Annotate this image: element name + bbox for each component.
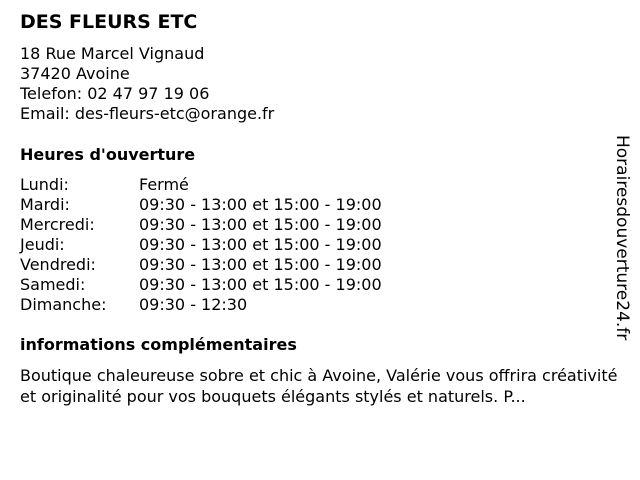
hours-row bbox=[20, 275, 440, 295]
email-address: Email: des-fleurs-etc@orange.fr bbox=[20, 104, 275, 123]
city-postcode: 37420 Avoine bbox=[20, 64, 130, 83]
day-hours: 09:30 - 13:00 et 15:00 - 19:00 bbox=[139, 215, 382, 234]
phone-number: Telefon: 02 47 97 19 06 bbox=[20, 84, 210, 103]
day-label: Mardi: bbox=[20, 195, 70, 214]
hours-row bbox=[20, 295, 440, 315]
day-hours: 09:30 - 13:00 et 15:00 - 19:00 bbox=[139, 275, 382, 294]
day-hours: Fermé bbox=[139, 175, 189, 194]
day-hours: 09:30 - 12:30 bbox=[139, 295, 248, 314]
site-watermark: Horairesdouverture24.fr bbox=[612, 135, 632, 341]
day-hours: 09:30 - 13:00 et 15:00 - 19:00 bbox=[139, 255, 382, 274]
hours-row bbox=[20, 195, 440, 215]
day-label: Jeudi: bbox=[20, 235, 65, 254]
day-hours: 09:30 - 13:00 et 15:00 - 19:00 bbox=[139, 235, 382, 254]
business-description: Boutique chaleureuse sobre et chic à Avoine, Valérie vous offrira créativité et originalité pour vos bouquets élégants stylés et naturels. P... bbox=[20, 366, 618, 406]
day-label: Vendredi: bbox=[20, 255, 96, 274]
business-contact bbox=[20, 44, 274, 124]
hours-row bbox=[20, 175, 440, 195]
day-label: Samedi: bbox=[20, 275, 86, 294]
day-label: Lundi: bbox=[20, 175, 69, 194]
business-name: DES FLEURS ETC bbox=[20, 11, 198, 33]
day-hours: 09:30 - 13:00 et 15:00 - 19:00 bbox=[139, 195, 382, 214]
hours-row bbox=[20, 215, 440, 235]
hours-heading: Heures d'ouverture bbox=[20, 145, 196, 164]
day-label: Mercredi: bbox=[20, 215, 95, 234]
hours-row bbox=[20, 235, 440, 255]
day-label: Dimanche: bbox=[20, 295, 107, 314]
info-heading: informations complémentaires bbox=[20, 335, 297, 354]
hours-row bbox=[20, 255, 440, 275]
street-address: 18 Rue Marcel Vignaud bbox=[20, 44, 205, 63]
opening-hours-table bbox=[20, 175, 440, 315]
